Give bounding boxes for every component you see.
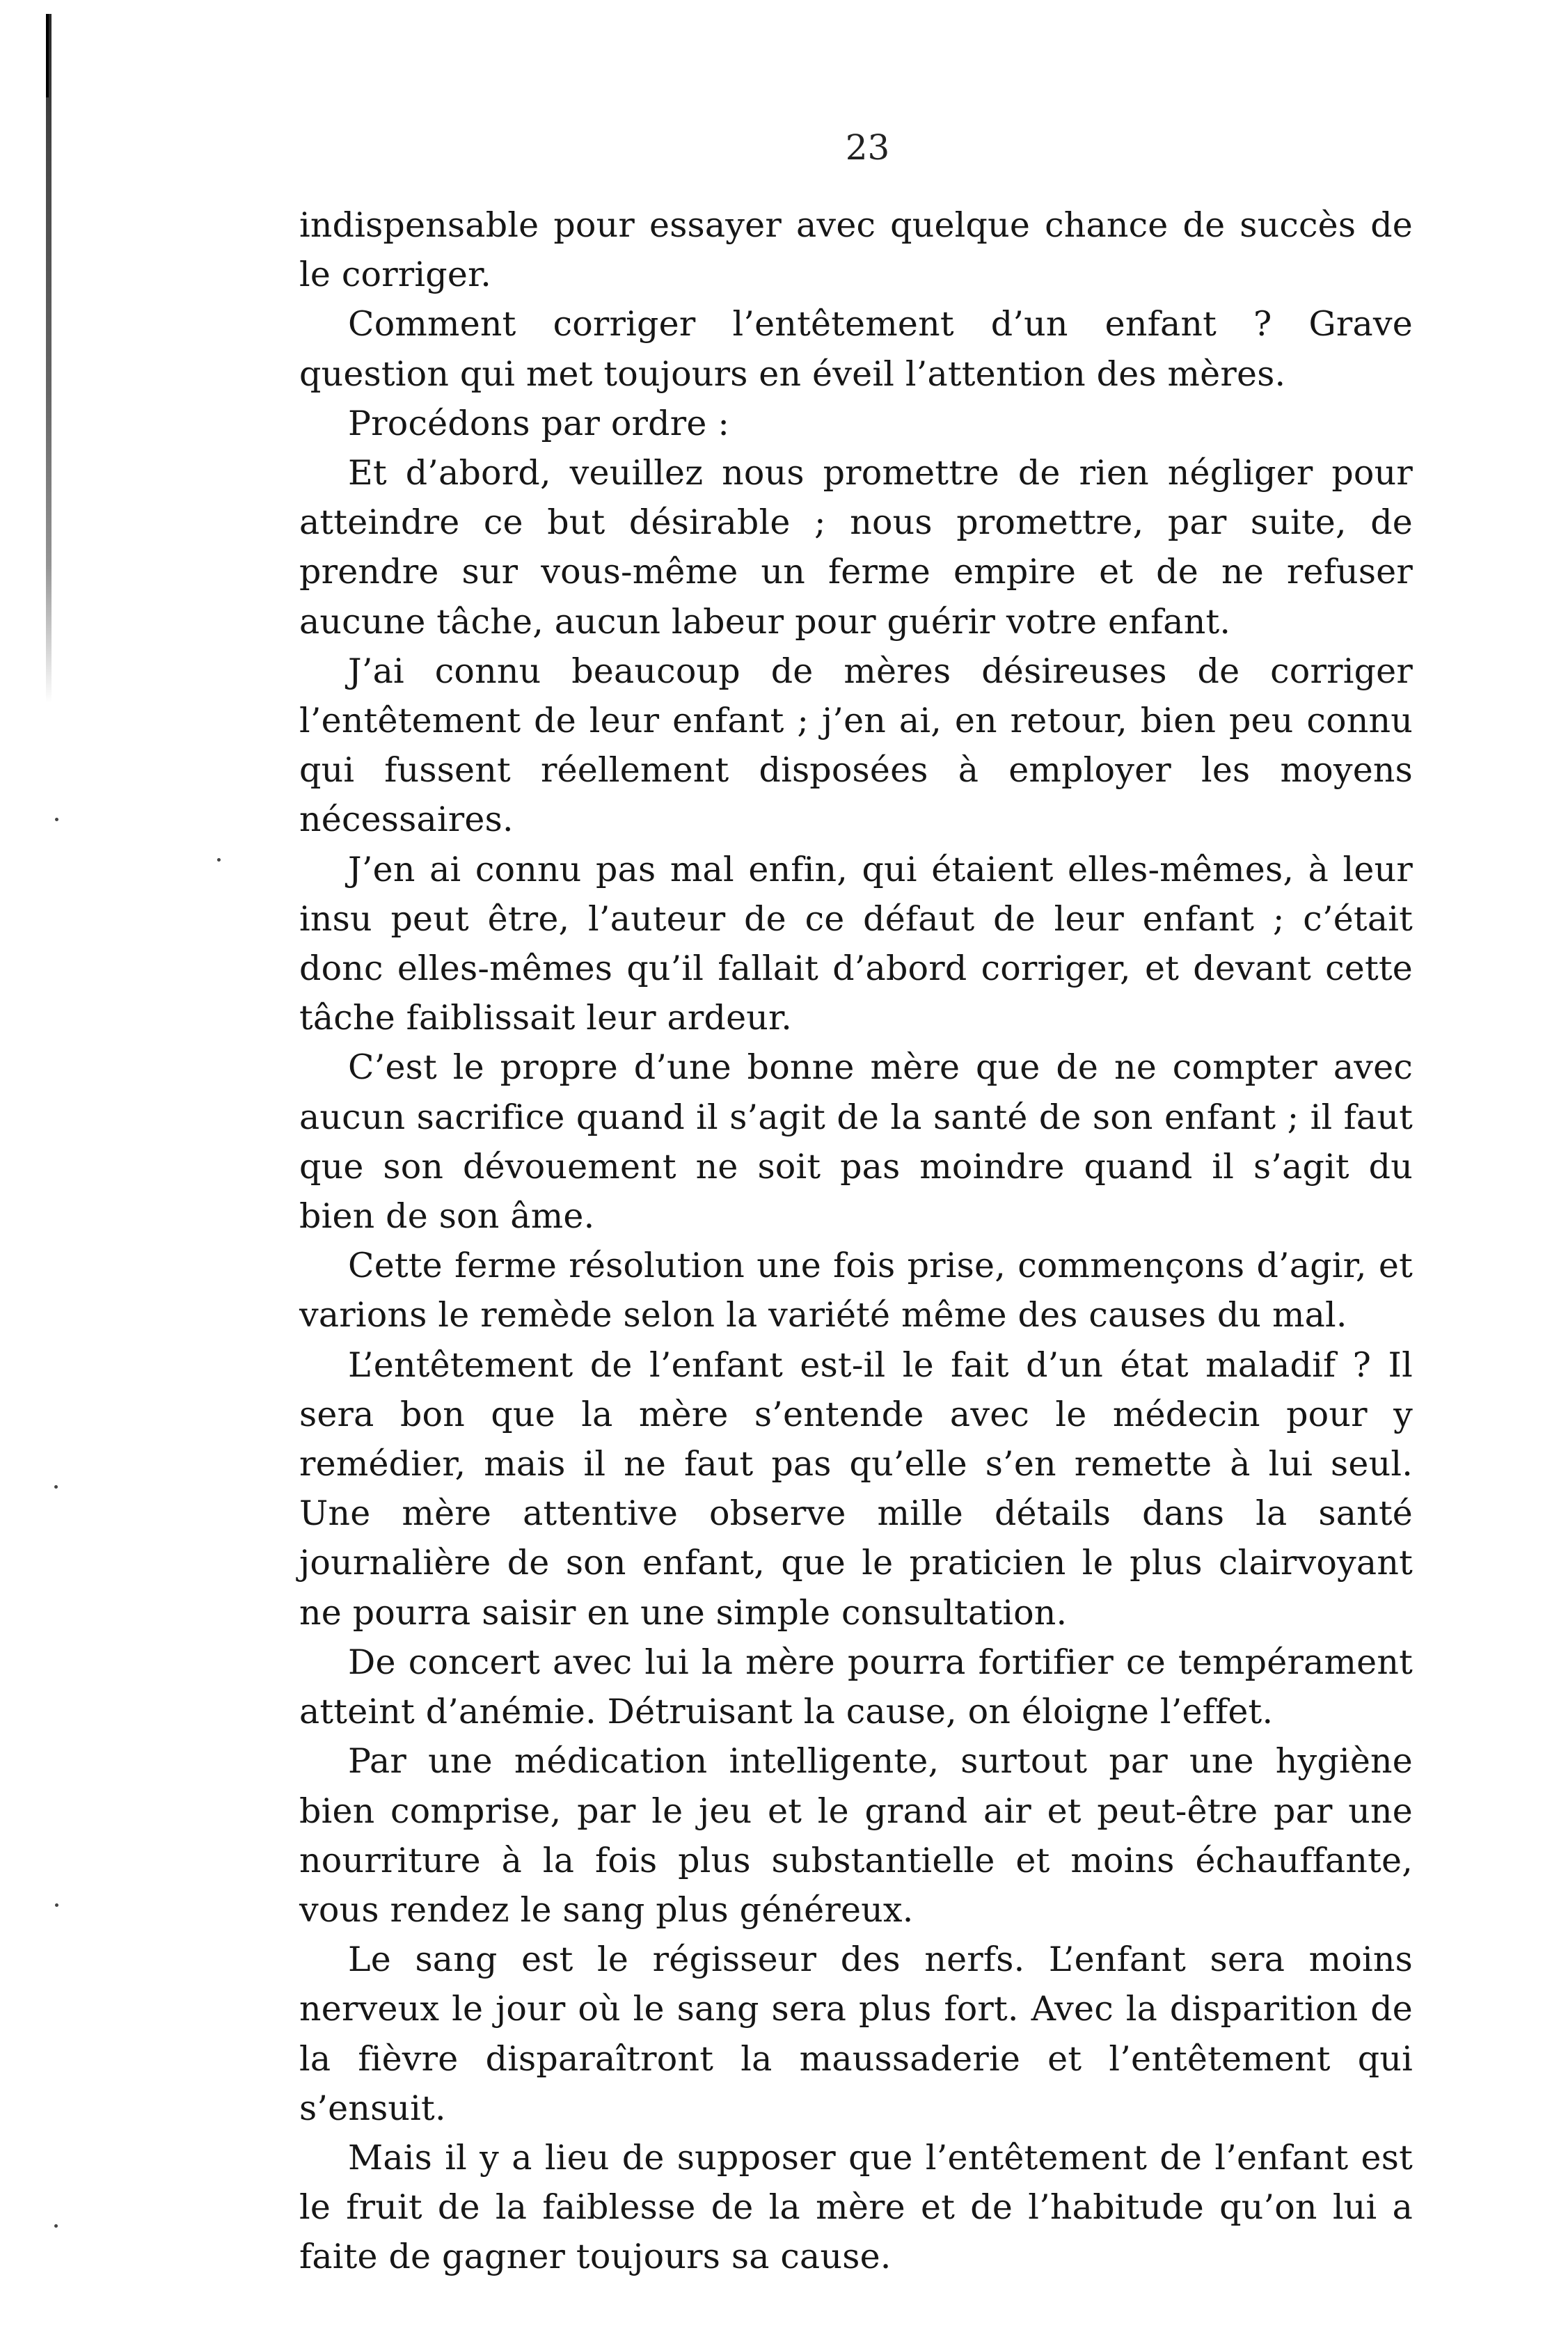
paragraph: Cette ferme résolution une fois prise, commençons d’agir, et varions le remède selon la variété même des causes du mal. [299,1246,1413,1336]
page-number: 23 [845,127,890,168]
paragraph: C’est le propre d’une bonne mère que de ne compter avec aucun sacrifice quand il s’agit de la santé de son enfant ; il faut que son dévouement ne soit pas moindre quand il s’agit du bien de son âme. [299,1047,1413,1237]
paragraph: Le sang est le régisseur des nerfs. L’enfant sera moins nerveux le jour où le sang sera plus fort. Avec la disparition de la fièvre disparaîtront la maussaderie et l’entêtement qui s’ensuit. [299,1940,1413,2128]
paragraph: Mais il y a lieu de supposer que l’entêtement de l’enfant est le fruit de la faiblesse de la mère et de l’habitude qu’on lui a faite de gagner toujours sa cause. [299,2137,1413,2277]
binding-edge-dark [46,14,49,97]
page-speck [54,1485,58,1489]
paragraph: De concert avec lui la mère pourra fortifier ce tempérament atteint d’anémie. Détruisant la cause, on éloigne l’effet. [299,1642,1413,1732]
paragraph: Procédons par ordre : [348,403,730,443]
page-speck [55,1903,58,1907]
page-speck [54,2224,58,2228]
page-speck [217,858,221,862]
binding-edge-shadow [46,14,52,703]
paragraph: J’ai connu beaucoup de mères désireuses de corriger l’entêtement de leur enfant ; j’en ai, en retour, bien peu connu qui fussent réellement disposées à employer les moyens nécessaires. [299,651,1413,840]
paragraph: L’entêtement de l’enfant est-il le fait d’un état maladif ? Il sera bon que la mère s’entende avec le médecin pour y remédier, mais il ne faut pas qu’elle s’en remette à lui seul. Une mère attentive observe mille détails dans la santé journalière de son enfant, que le praticien le plus clairvoyant ne pourra saisir en une simple consultation. [299,1345,1413,1633]
paragraph: J’en ai connu pas mal enfin, qui étaient elles-mêmes, à leur insu peut être, l’auteur de ce défaut de leur enfant ; c’était donc elles-mêmes qu’il fallait d’abord corriger, et devant cette tâche faiblissait leur ardeur. [299,849,1413,1038]
paragraph: Comment corriger l’entêtement d’un enfant ? Grave question qui met toujours en éveil l’attention des mères. [299,304,1413,394]
page-speck [55,818,58,821]
paragraph: indispensable pour essayer avec quelque chance de succès de le corriger. [299,205,1413,295]
paragraph: Par une médication intelligente, surtout par une hygiène bien comprise, par le jeu et le grand air et peut-être par une nourriture à la fois plus substantielle et moins échauffante, vous rendez le sang plus généreux. [299,1741,1413,1930]
body-text [299,200,1413,2282]
paragraph: Et d’abord, veuillez nous promettre de rien négliger pour atteindre ce but désirable ; nous promettre, par suite, de prendre sur vous-même un ferme empire et de ne refuser aucune tâche, aucun labeur pour guérir votre enfant. [299,453,1413,642]
